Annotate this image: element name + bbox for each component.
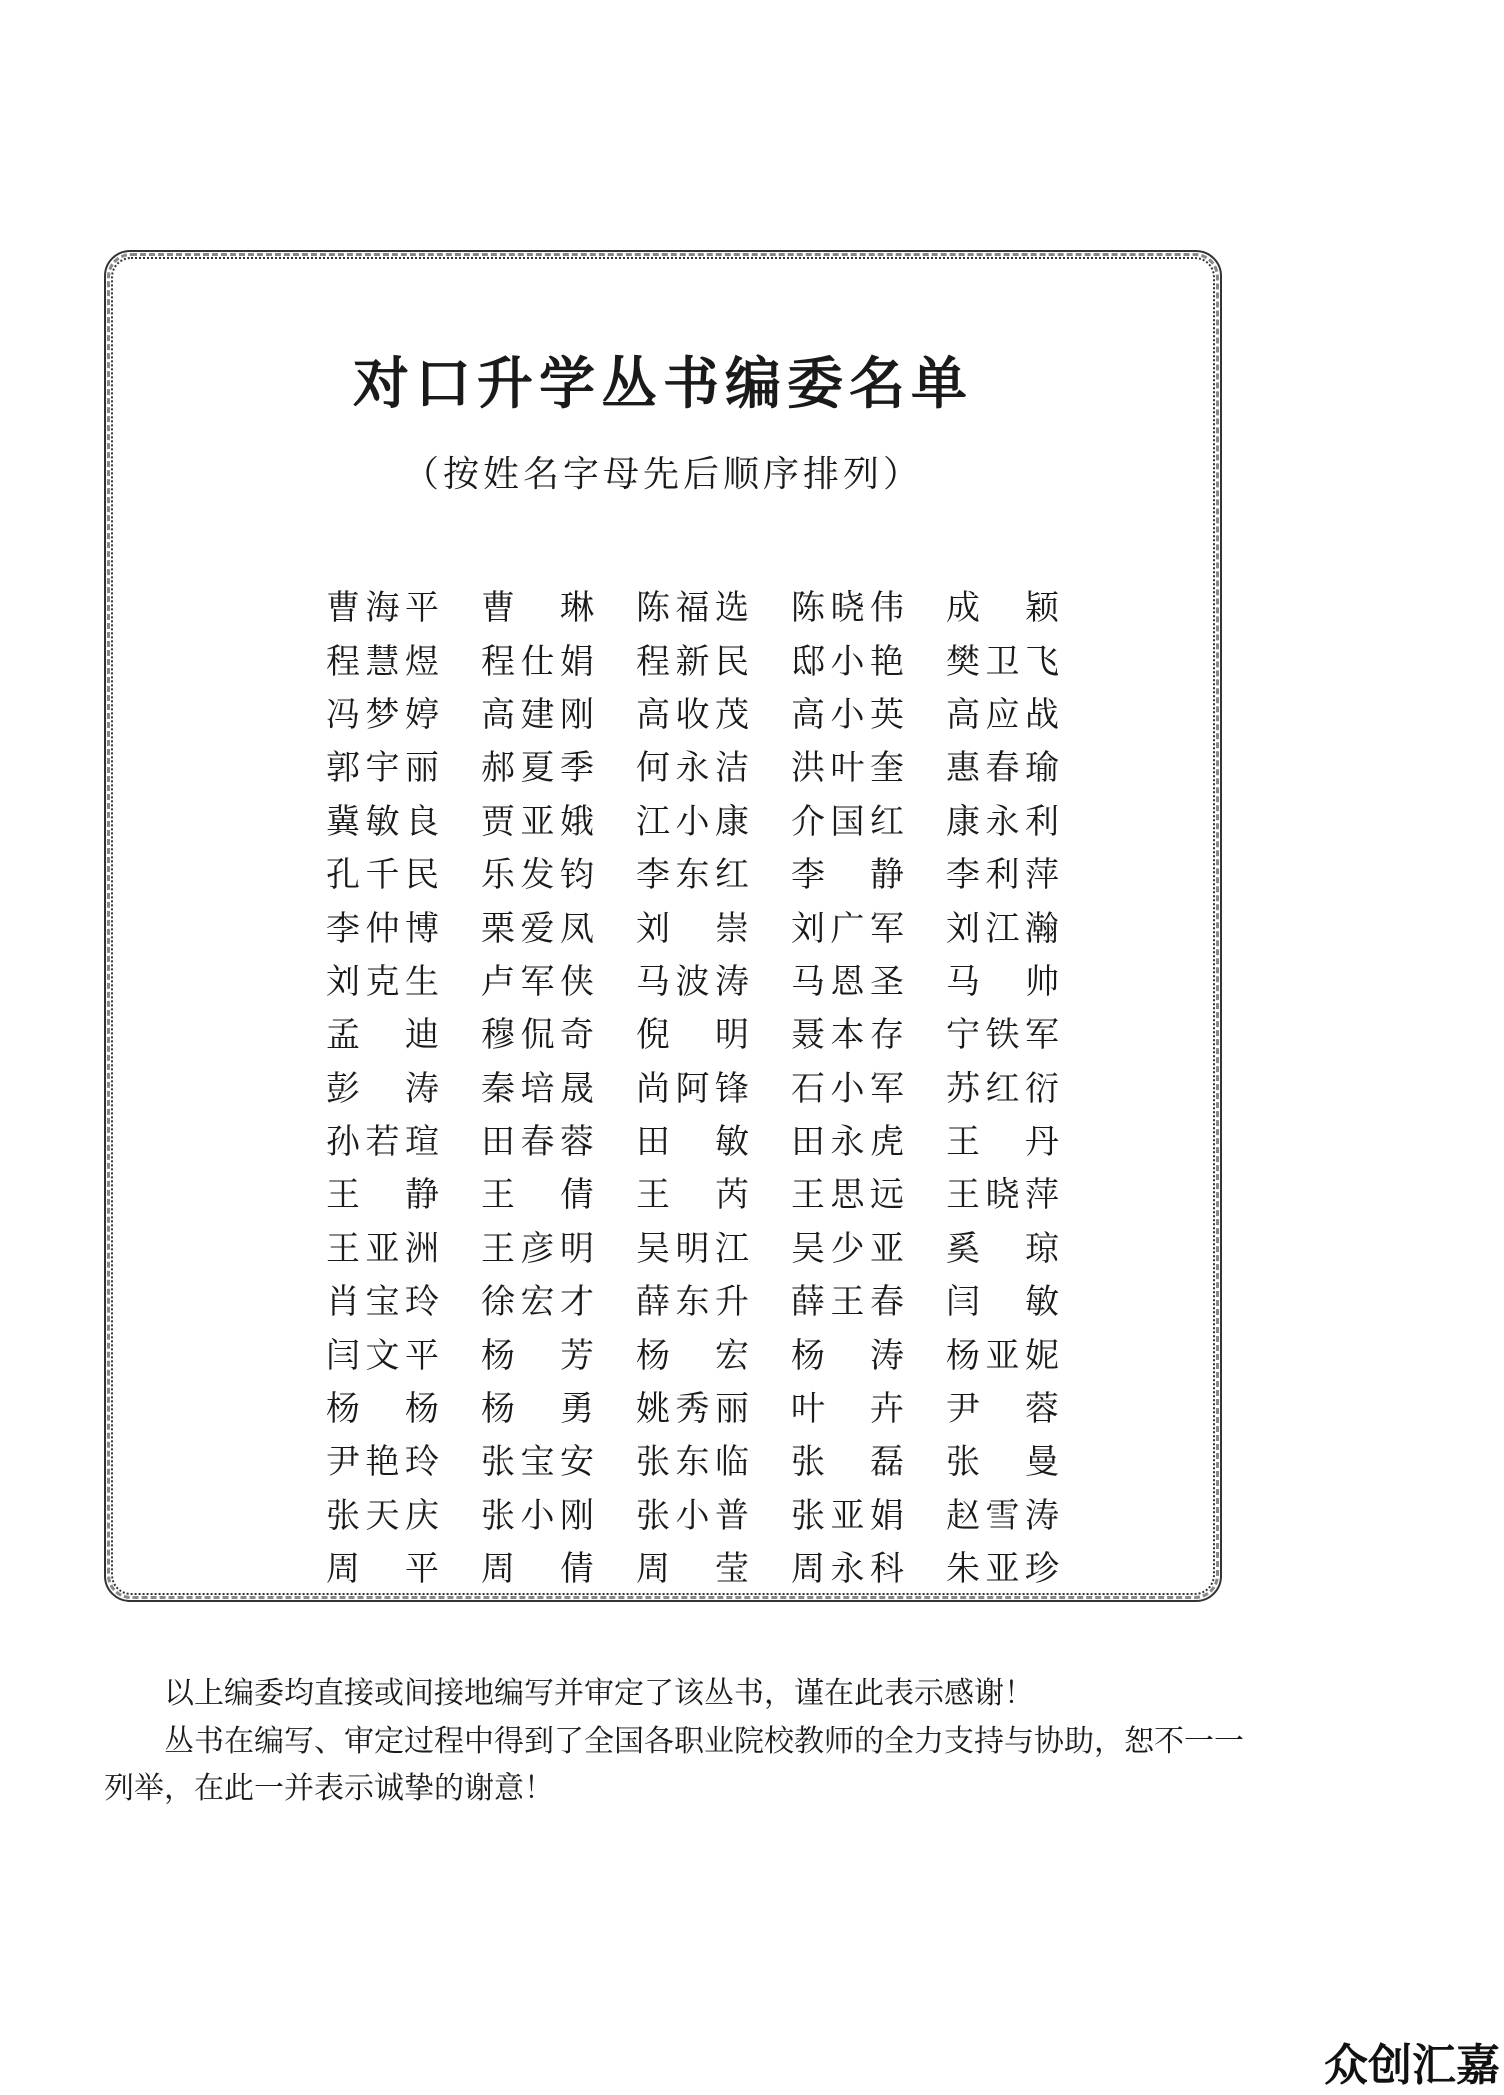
committee-member-name: 王 思 远 (791, 1175, 904, 1216)
committee-member-name: 惠 春 瑜 (946, 748, 1059, 789)
committee-member-name: 曹 琳 (481, 588, 594, 629)
committee-member-name: 徐 宏 才 (481, 1282, 594, 1323)
committee-member-name: 高 建 刚 (481, 694, 594, 735)
committee-member-name: 卢 军 侠 (481, 961, 594, 1002)
committee-member-name: 彭 涛 (326, 1068, 439, 1109)
committee-member-name: 周 平 (326, 1549, 439, 1590)
committee-member-name: 杨 芳 (481, 1335, 594, 1376)
committee-member-name: 秦 培 晟 (481, 1068, 594, 1109)
committee-member-name: 乐 发 钧 (481, 855, 594, 896)
committee-member-name: 高 应 战 (946, 694, 1059, 735)
committee-member-name: 奚 琼 (946, 1228, 1059, 1269)
committee-member-name: 介 国 红 (791, 801, 904, 842)
committee-member-name: 马 帅 (946, 961, 1059, 1002)
committee-member-name: 冯 梦 婷 (326, 694, 439, 735)
committee-member-name: 张 天 庆 (326, 1495, 439, 1536)
committee-member-name: 刘 江 瀚 (946, 908, 1059, 949)
watermark-logo: 众创汇嘉 (1324, 2040, 1500, 2091)
committee-member-name: 成 颖 (946, 588, 1059, 629)
page-subtitle: （按姓名字母先后顺序排列） (402, 454, 923, 495)
committee-member-name: 田 春 蓉 (481, 1122, 594, 1163)
committee-member-name: 杨 宏 (636, 1335, 749, 1376)
committee-member-name: 闫 敏 (946, 1282, 1059, 1323)
page-title: 对口升学丛书编委名单 (353, 351, 973, 417)
decorative-border-frame (104, 250, 1222, 1602)
committee-member-name: 石 小 军 (791, 1068, 904, 1109)
committee-member-name: 尚 阿 锋 (636, 1068, 749, 1109)
committee-member-name: 聂 本 存 (791, 1015, 904, 1056)
committee-member-name: 洪 叶 奎 (791, 748, 904, 789)
committee-member-name: 贾 亚 娥 (481, 801, 594, 842)
committee-member-name: 李 利 萍 (946, 855, 1059, 896)
committee-member-name: 李 东 红 (636, 855, 749, 896)
committee-member-name: 尹 艳 玲 (326, 1442, 439, 1483)
committee-member-name: 朱 亚 珍 (946, 1549, 1059, 1590)
committee-member-name: 杨 涛 (791, 1335, 904, 1376)
committee-member-name: 李 静 (791, 855, 904, 896)
committee-member-name: 张 小 刚 (481, 1495, 594, 1536)
committee-member-name: 吴 明 江 (636, 1228, 749, 1269)
committee-member-name: 田 敏 (636, 1122, 749, 1163)
committee-name-list (326, 578, 1066, 1592)
committee-member-name: 王 晓 萍 (946, 1175, 1059, 1216)
committee-member-name: 薛 王 春 (791, 1282, 904, 1323)
committee-member-name: 康 永 利 (946, 801, 1059, 842)
committee-member-name: 孟 迪 (326, 1015, 439, 1056)
committee-member-name: 叶 卉 (791, 1389, 904, 1430)
thanks-paragraph-1: 以上编委均直接或间接地编写并审定了该丛书，谨在此表示感谢！ (164, 1676, 1034, 1711)
committee-member-name: 赵 雪 涛 (946, 1495, 1059, 1536)
committee-member-name: 孙 若 瑄 (326, 1122, 439, 1163)
committee-member-name: 宁 铁 军 (946, 1015, 1059, 1056)
committee-member-name: 杨 杨 (326, 1389, 439, 1430)
committee-member-name: 周 倩 (481, 1549, 594, 1590)
committee-member-name: 薛 东 升 (636, 1282, 749, 1323)
committee-member-name: 杨 勇 (481, 1389, 594, 1430)
committee-member-name: 张 东 临 (636, 1442, 749, 1483)
committee-member-name: 邸 小 艳 (791, 641, 904, 682)
committee-member-name: 肖 宝 玲 (326, 1282, 439, 1323)
committee-member-name: 尹 蓉 (946, 1389, 1059, 1430)
committee-member-name: 杨 亚 妮 (946, 1335, 1059, 1376)
committee-member-name: 张 小 普 (636, 1495, 749, 1536)
committee-member-name: 王 彦 明 (481, 1228, 594, 1269)
committee-member-name: 吴 少 亚 (791, 1228, 904, 1269)
committee-member-name: 冀 敏 良 (326, 801, 439, 842)
committee-member-name: 张 磊 (791, 1442, 904, 1483)
thanks-paragraph-2: 丛书在编写、审定过程中得到了全国各职业院校教师的全力支持与协助，恕不一一列举，在此一并表示诚挚的谢意！ (104, 1724, 1244, 1806)
committee-member-name: 苏 红 衍 (946, 1068, 1059, 1109)
committee-member-name: 马 恩 圣 (791, 961, 904, 1002)
committee-member-name: 马 波 涛 (636, 961, 749, 1002)
committee-member-name: 王 静 (326, 1175, 439, 1216)
committee-member-name: 程 仕 娟 (481, 641, 594, 682)
committee-member-name: 栗 爱 凤 (481, 908, 594, 949)
committee-member-name: 刘 广 军 (791, 908, 904, 949)
committee-member-name: 郝 夏 季 (481, 748, 594, 789)
committee-member-name: 王 丹 (946, 1122, 1059, 1163)
committee-member-name: 张 宝 安 (481, 1442, 594, 1483)
committee-member-name: 田 永 虎 (791, 1122, 904, 1163)
committee-member-name: 郭 宇 丽 (326, 748, 439, 789)
committee-member-name: 穆 侃 奇 (481, 1015, 594, 1056)
committee-member-name: 周 永 科 (791, 1549, 904, 1590)
committee-member-name: 姚 秀 丽 (636, 1389, 749, 1430)
committee-member-name: 闫 文 平 (326, 1335, 439, 1376)
committee-member-name: 刘 崇 (636, 908, 749, 949)
committee-member-name: 陈 晓 伟 (791, 588, 904, 629)
committee-member-name: 周 莹 (636, 1549, 749, 1590)
committee-member-name: 陈 福 选 (636, 588, 749, 629)
committee-member-name: 程 新 民 (636, 641, 749, 682)
committee-member-name: 何 永 洁 (636, 748, 749, 789)
committee-member-name: 张 曼 (946, 1442, 1059, 1483)
committee-member-name: 倪 明 (636, 1015, 749, 1056)
committee-member-name: 王 倩 (481, 1175, 594, 1216)
committee-member-name: 樊 卫 飞 (946, 641, 1059, 682)
committee-member-name: 高 小 英 (791, 694, 904, 735)
committee-member-name: 王 芮 (636, 1175, 749, 1216)
committee-member-name: 李 仲 博 (326, 908, 439, 949)
committee-member-name: 张 亚 娟 (791, 1495, 904, 1536)
committee-member-name: 刘 克 生 (326, 961, 439, 1002)
committee-member-name: 程 慧 煜 (326, 641, 439, 682)
committee-member-name: 孔 千 民 (326, 855, 439, 896)
committee-member-name: 王 亚 洲 (326, 1228, 439, 1269)
committee-member-name: 曹 海 平 (326, 588, 439, 629)
committee-member-name: 江 小 康 (636, 801, 749, 842)
committee-member-name: 高 收 茂 (636, 694, 749, 735)
